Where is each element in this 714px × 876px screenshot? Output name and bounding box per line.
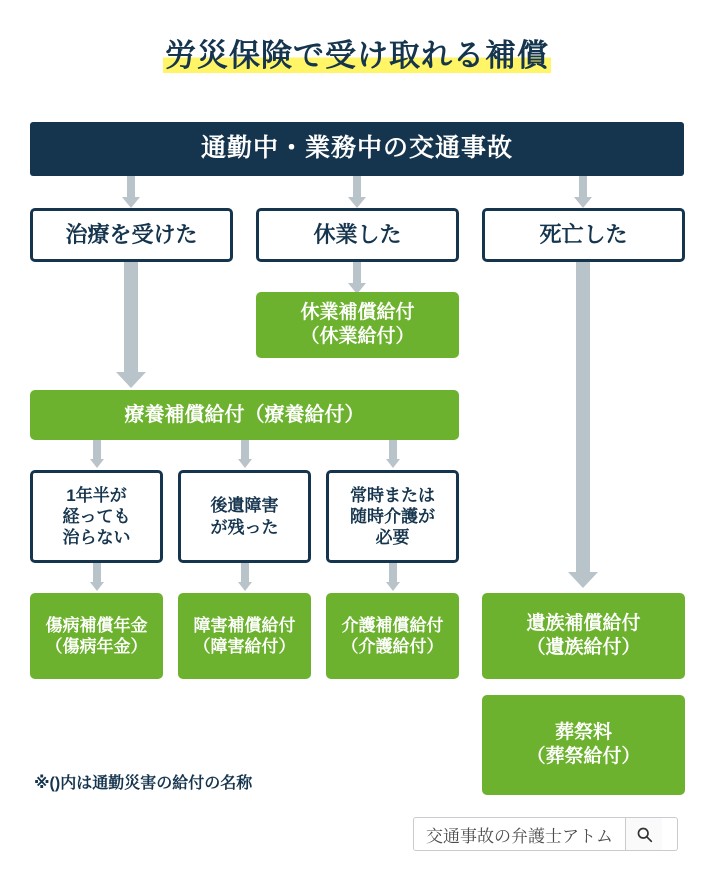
benefit-box-kyugyo: [256, 292, 459, 358]
condition-box-1: [30, 470, 163, 563]
arrow-ryoyo-to-cond3-line: [389, 440, 397, 460]
footnote: ※()内は通勤災害の給付の名称: [34, 775, 253, 792]
benefit-kyugyo-line1: 休業補償給付: [300, 302, 415, 324]
arrow-ryoyo-to-cond3-head: [386, 459, 400, 468]
condition-box-3: [326, 470, 459, 563]
arrow-head-to-branch1-line: [127, 176, 135, 198]
arrow-head-to-branch1-head: [122, 197, 140, 208]
result-box-1: [30, 593, 163, 679]
arrow-ryoyo-to-cond2-head: [238, 459, 252, 468]
condition-1-line3: 治らない: [62, 528, 131, 548]
branch-box-treatment: [30, 208, 233, 262]
arrow-cond1-to-result1-line: [93, 563, 101, 583]
page-title-text: 労災保険で受け取れる補償: [165, 38, 549, 73]
page-title: [0, 30, 714, 75]
benefit-box-ryoyo: [30, 390, 459, 440]
arrow-cond3-to-result3-line: [389, 563, 397, 583]
arrow-ryoyo-to-cond1-line: [93, 440, 101, 460]
arrow-ryoyo-to-cond2-line: [241, 440, 249, 460]
flow-head-box: [30, 122, 684, 176]
result-box-3: [326, 593, 459, 679]
condition-3-line2: 随時介護が: [350, 506, 435, 526]
arrow-death-to-izoku-head: [568, 572, 598, 588]
benefit-sosai-line1: 葬祭料: [554, 722, 612, 744]
benefit-ryoyo-label: 療養補償給付（療養給付）: [124, 403, 365, 426]
benefit-sosai-line2: （葬祭給付）: [526, 746, 641, 767]
branch-label-death: 死亡した: [539, 222, 628, 248]
result-3-line2: （介護給付）: [341, 637, 444, 656]
arrow-death-to-izoku-line: [576, 262, 590, 572]
result-box-2: [178, 593, 311, 679]
branch-label-leave: 休業した: [313, 222, 402, 248]
condition-box-2: [178, 470, 311, 563]
branch-box-death: [482, 208, 685, 262]
arrow-head-to-branch2-line: [353, 176, 361, 198]
condition-3-line1: 常時または: [350, 485, 435, 505]
benefit-kyugyo-line2: （休業給付）: [300, 326, 415, 347]
arrow-head-to-branch3-line: [579, 176, 587, 198]
result-1-line2: （傷病年金）: [45, 637, 148, 656]
condition-3-line3: 必要: [375, 528, 410, 548]
arrow-ryoyo-to-cond1-head: [90, 459, 104, 468]
benefit-box-sosai: [482, 695, 685, 795]
arrow-treatment-to-ryoyo-line: [124, 262, 138, 372]
benefit-izoku-line2: （遺族給付）: [526, 637, 641, 658]
search-icon[interactable]: [625, 818, 662, 850]
footer-brand-label: 交通事故の弁護士アトム: [426, 826, 613, 846]
arrow-cond3-to-result3-head: [386, 582, 400, 591]
branch-label-treatment: 治療を受けた: [65, 222, 198, 248]
result-2-line1: 障害補償給付: [193, 615, 296, 635]
condition-2-line2: が残った: [210, 517, 279, 537]
arrow-head-to-branch2-head: [348, 197, 366, 208]
condition-1-line2: 経っても: [62, 506, 131, 526]
benefit-box-izoku: [482, 593, 685, 679]
result-1-line1: 傷病補償年金: [45, 615, 148, 635]
result-2-line2: （障害給付）: [193, 637, 296, 656]
branch-box-leave: [256, 208, 459, 262]
result-3-line1: 介護補償給付: [341, 615, 444, 635]
flow-head-label: 通勤中・業務中の交通事故: [200, 134, 513, 163]
arrow-head-to-branch3-head: [574, 197, 592, 208]
arrow-cond2-to-result2-head: [238, 582, 252, 591]
condition-1-line1: 1年半が: [66, 485, 127, 505]
arrow-treatment-to-ryoyo-head: [116, 372, 146, 388]
benefit-izoku-line1: 遺族補償給付: [526, 613, 641, 635]
arrow-cond2-to-result2-line: [241, 563, 249, 583]
arrow-leave-to-kyugyo-line: [353, 262, 361, 284]
arrow-cond1-to-result1-head: [90, 582, 104, 591]
footer-brand-badge[interactable]: [413, 817, 678, 851]
condition-2-line1: 後遺障害: [210, 496, 279, 516]
